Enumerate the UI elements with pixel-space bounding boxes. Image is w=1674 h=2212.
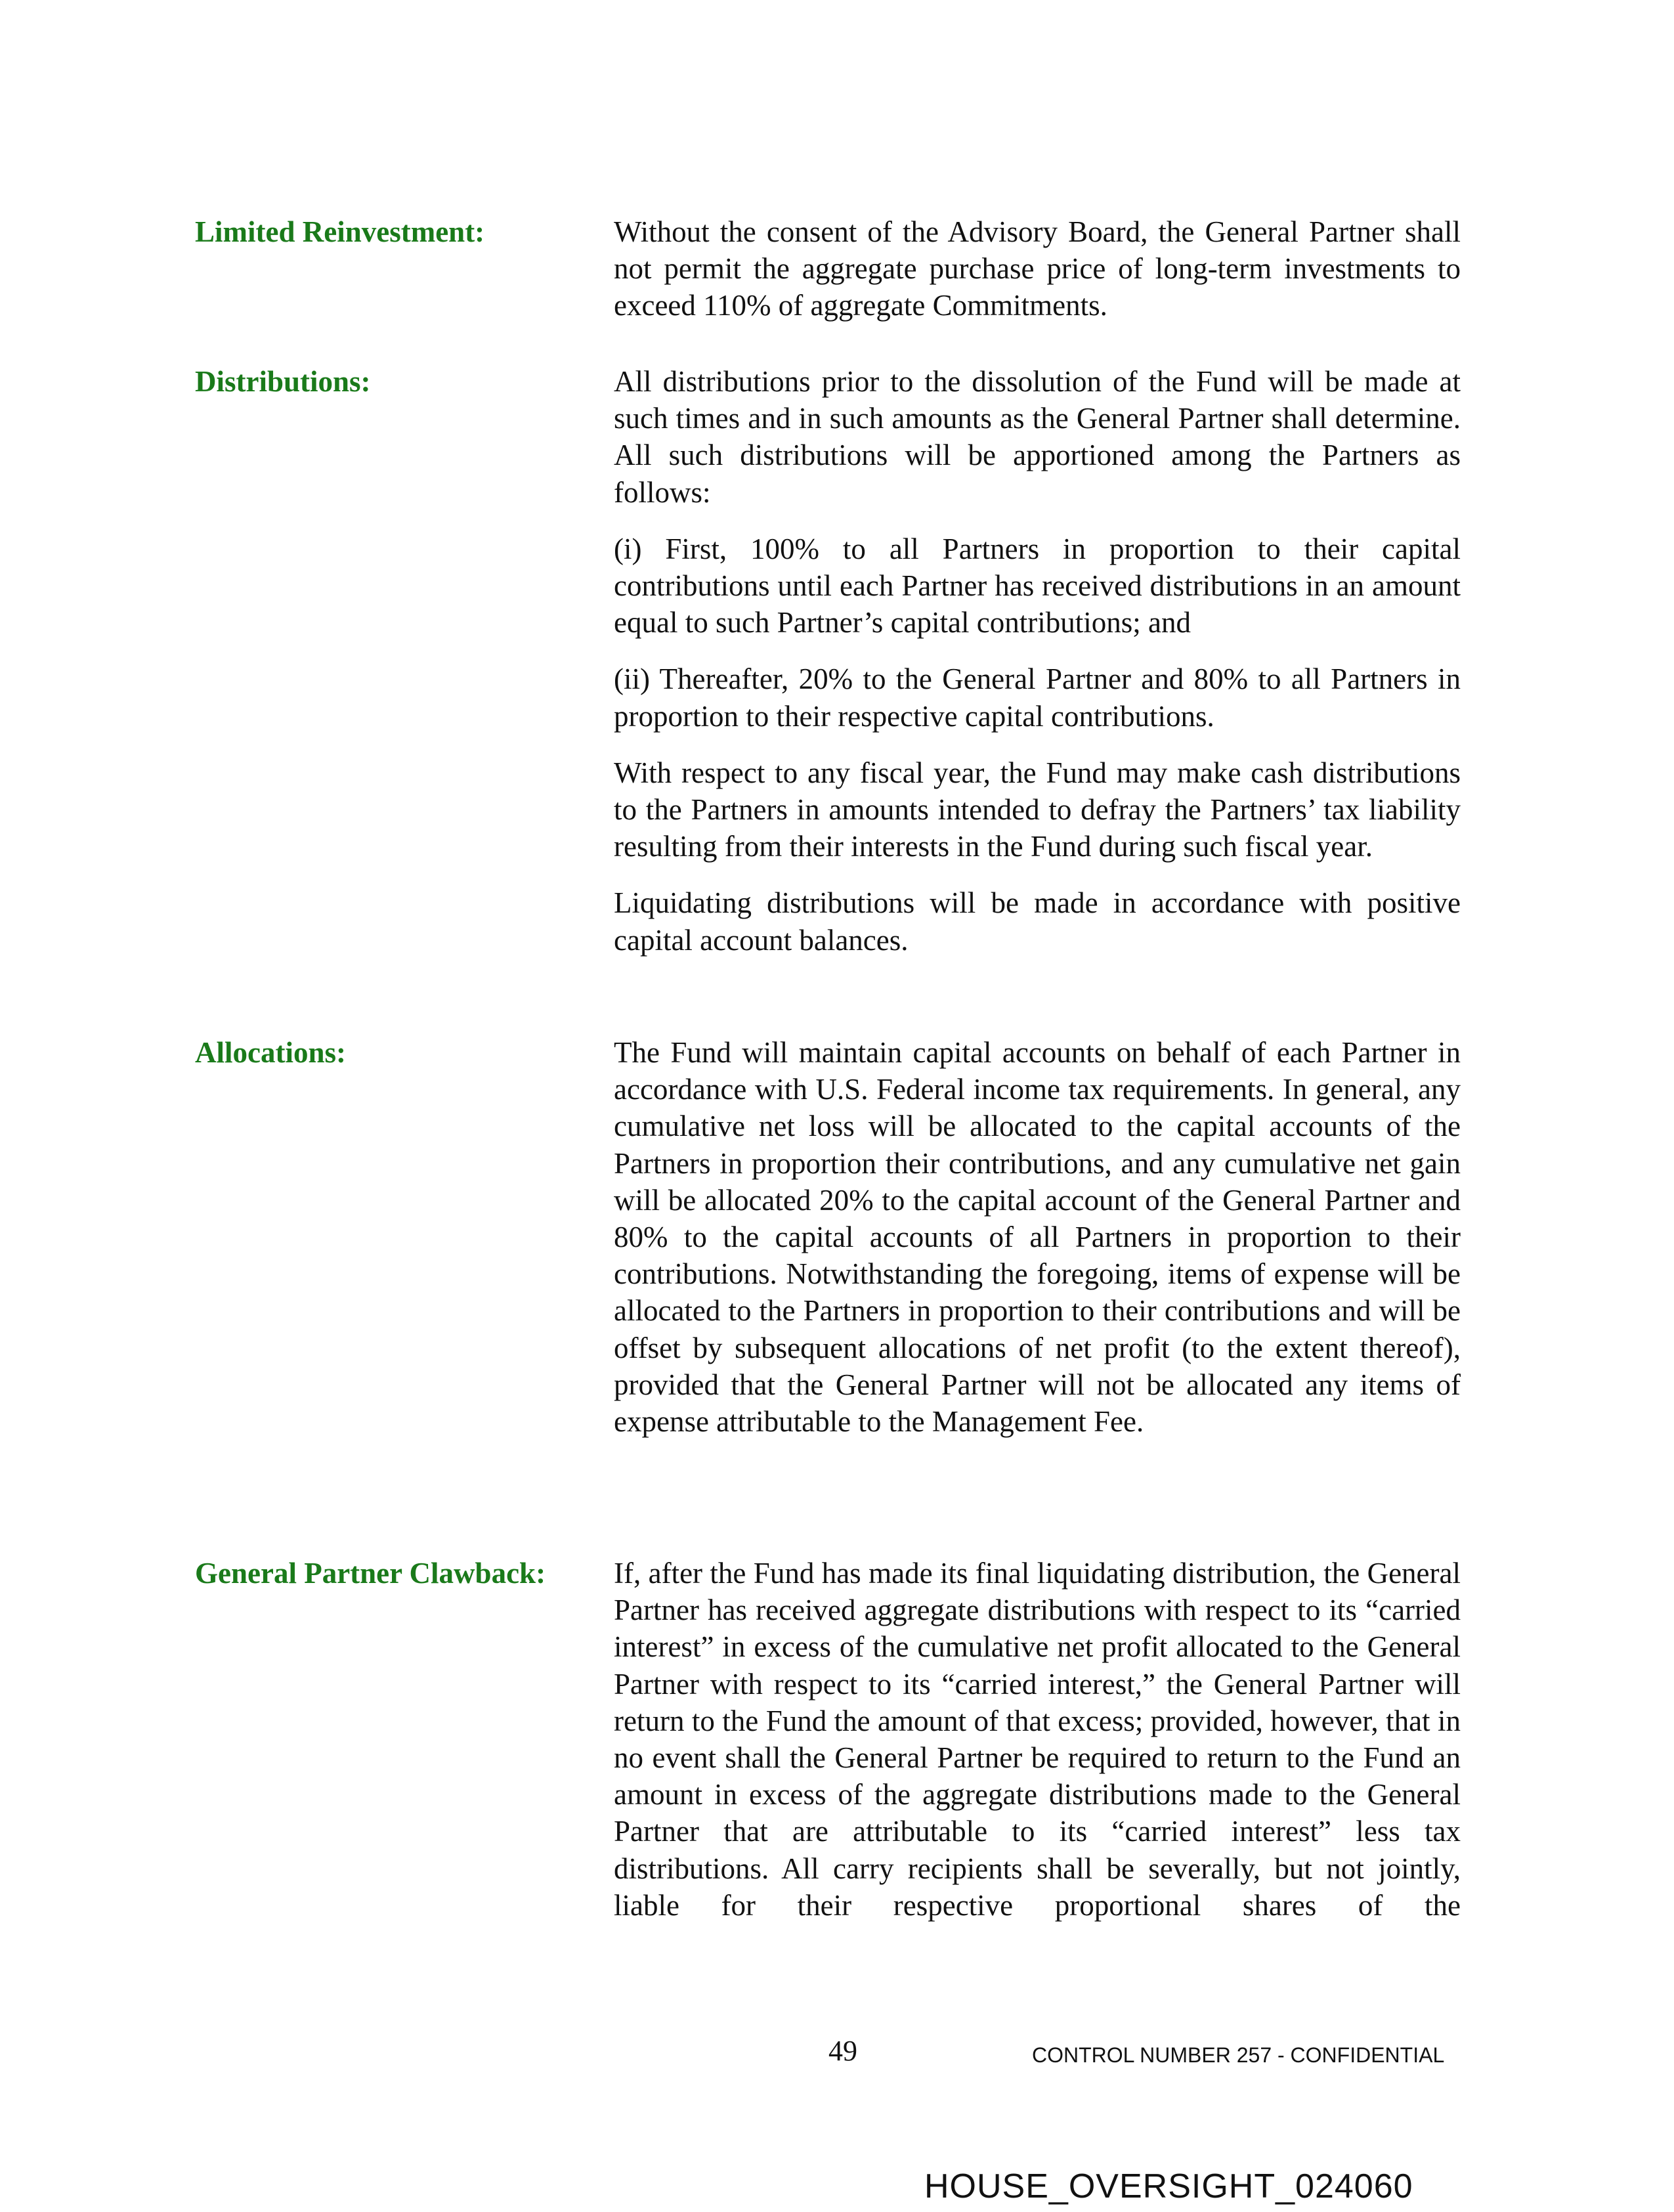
section-label: Distributions: [195, 365, 371, 398]
section-body [614, 1034, 1461, 1440]
control-number-label: CONTROL NUMBER 257 - CONFIDENTIAL [1032, 2043, 1445, 2067]
paragraph: With respect to any fiscal year, the Fund may make cash distributions to the Partners in amounts intended to defray the Partners’ tax liability resulting from their interests in the Fund during such fiscal year. [614, 756, 1461, 863]
paragraph: Liquidating distributions will be made in accordance with positive capital account balances. [614, 886, 1461, 957]
paragraph: The Fund will maintain capital accounts on behalf of each Partner in accordance with U.S. Federal income tax requirements. In general, any cumulative net loss will be allocated to the capital accounts of the Partners in proportion their contributions, and any cumulative net gain will be allocated 20% to the capital account of the General Partner and 80% to the capital accounts of all Partners in proportion to their contributions. Notwithstanding the foregoing, items of expense will be allocated to the Partners in proportion to their contributions and will be offset by subsequent allocations of net profit (to the extent thereof), provided that the General Partner will not be allocated any items of expense attributable to the Management Fee. [614, 1036, 1461, 1439]
section-body [614, 213, 1461, 324]
paragraph: (i) First, 100% to all Partners in proportion to their capital contributions until each Partner has received distributions in an amount equal to such Partner’s capital contributions; and [614, 532, 1461, 640]
section-label: Limited Reinvestment: [195, 215, 485, 248]
paragraph: If, after the Fund has made its final liquidating distribution, the General Partner has received aggregate distributions with respect to its “carried interest” in excess of the cumulative net profit allocated to the General Partner with respect to its “carried interest,” the General Partner will return to the Fund the amount of that excess; provided, however, that in no event shall the General Partner be required to return to the Fund an amount in excess of the aggregate distributions made to the General Partner that are attributable to its “carried interest” less tax distributions. All carry recipients shall be severally, but not jointly, liable for their respective proportional shares of the [614, 1557, 1461, 1922]
section-label: Allocations: [195, 1036, 346, 1069]
section-body [614, 363, 1461, 959]
section-label: General Partner Clawback: [195, 1557, 546, 1590]
paragraph: (ii) Thereafter, 20% to the General Partner and 80% to all Partners in proportion to their respective capital contributions. [614, 662, 1461, 733]
section-body [614, 1555, 1461, 1924]
bates-number: HOUSE_OVERSIGHT_024060 [924, 2167, 1413, 2205]
paragraph: All distributions prior to the dissolution of the Fund will be made at such times and in such amounts as the General Partner shall determine. All such distributions will be apportioned among the Partners as follows: [614, 365, 1461, 509]
page-number: 49 [828, 2035, 857, 2067]
paragraph: Without the consent of the Advisory Board, the General Partner shall not permit the aggregate purchase price of long-term investments to exceed 110% of aggregate Commitments. [614, 215, 1461, 322]
